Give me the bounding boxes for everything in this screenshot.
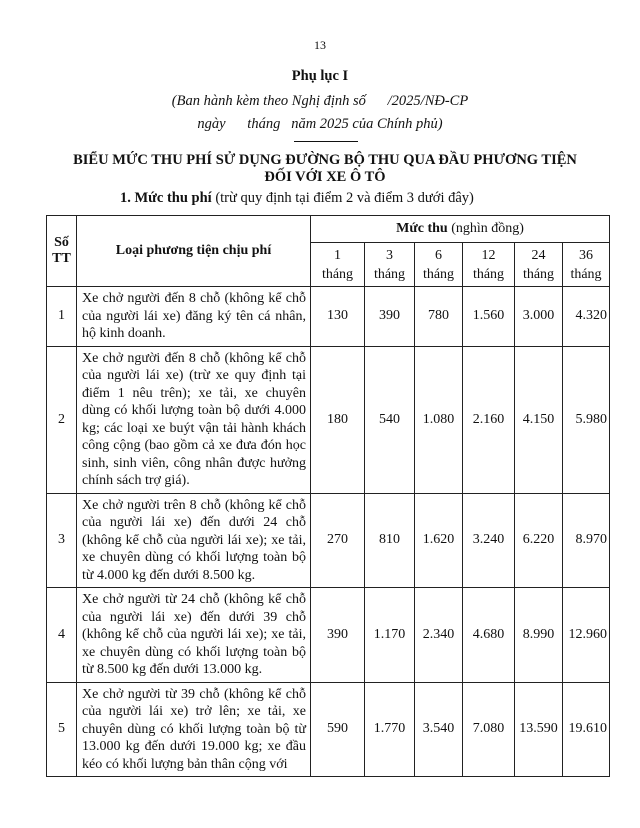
fee-value-24-months: 8.990 (515, 588, 563, 683)
appendix-title: Phụ lục I (291, 68, 349, 84)
table-row (47, 287, 610, 347)
title-divider (294, 141, 358, 142)
vehicle-type-description: Xe chở người đến 8 chỗ (không kể chỗ của người lái xe) đăng ký tên cá nhân, hộ kinh doanh. (77, 287, 311, 347)
fee-value-12-months: 3.240 (463, 493, 515, 588)
fee-value-36-months: 19.610 (563, 682, 610, 777)
vehicle-type-description: Xe chở người trên 8 chỗ (không kể chỗ của người lái xe) đến dưới 24 chỗ (không kể chỗ của người lái xe); xe tải, xe chuyên dùng có khối lượng toàn bộ từ 4.000 kg đến dưới 8.500 kg. (77, 493, 311, 588)
row-number: 2 (47, 346, 77, 493)
fee-value-6-months: 1.080 (415, 346, 463, 493)
fee-value-24-months: 6.220 (515, 493, 563, 588)
table-row (47, 682, 610, 777)
header-fee-label: Mức thu (396, 221, 448, 236)
period-unit: tháng (472, 266, 505, 282)
page-number: 13 (314, 38, 326, 52)
fee-value-12-months: 4.680 (463, 588, 515, 683)
fee-value-6-months: 1.620 (415, 493, 463, 588)
period-unit: tháng (422, 266, 455, 282)
fee-value-6-months: 780 (415, 287, 463, 347)
period-unit: tháng (522, 266, 555, 282)
fee-value-24-months: 4.150 (515, 346, 563, 493)
header-period-12-months (463, 243, 515, 287)
period-unit: tháng (570, 266, 602, 282)
header-period-36-months (563, 243, 610, 287)
fee-value-6-months: 3.540 (415, 682, 463, 777)
vehicle-type-description: Xe chở người đến 8 chỗ (không kể chỗ của người lái xe) (trừ xe quy định tại điểm 1 nêu trên); xe tải, xe chuyên dùng có khối lượng toàn bộ dưới 4.000 kg; các loại xe buýt vận tải hành khách công cộng (bao gồm cả xe đưa đón học sinh, sinh viên, công nhân được hưởng chính sách trợ giá). (77, 346, 311, 493)
period-number: 3 (386, 247, 393, 263)
period-unit: tháng (373, 266, 406, 282)
period-number: 12 (481, 247, 496, 263)
fee-value-24-months: 3.000 (515, 287, 563, 347)
header-period-1-months (311, 243, 365, 287)
fee-value-3-months: 390 (365, 287, 415, 347)
fee-value-24-months: 13.590 (515, 682, 563, 777)
row-number: 4 (47, 588, 77, 683)
period-number: 6 (435, 247, 442, 263)
period-number: 36 (579, 247, 593, 263)
vehicle-type-description: Xe chở người từ 39 chỗ (không kể chỗ của người lái xe) trở lên; xe tải, xe chuyên dùng có khối lượng toàn bộ từ 13.000 kg đến dưới 19.000 kg; xe đầu kéo có khối lượng bản thân cộng với (77, 682, 311, 777)
fee-value-36-months: 8.970 (563, 493, 610, 588)
fee-value-3-months: 540 (365, 346, 415, 493)
vehicle-type-description: Xe chở người từ 24 chỗ (không kể chỗ của người lái xe) đến dưới 39 chỗ (không kể chỗ của người lái xe); xe tải, xe chuyên dùng có khối lượng toàn bộ từ 8.500 kg đến dưới 13.000 kg. (77, 588, 311, 683)
header-period-6-months (415, 243, 463, 287)
fee-value-12-months: 2.160 (463, 346, 515, 493)
fee-value-1-months: 590 (311, 682, 365, 777)
table-row (47, 346, 610, 493)
row-number: 3 (47, 493, 77, 588)
fee-value-3-months: 1.770 (365, 682, 415, 777)
fee-value-1-months: 180 (311, 346, 365, 493)
table-row (47, 493, 610, 588)
fee-value-6-months: 2.340 (415, 588, 463, 683)
header-fee-unit: (nghìn đồng) (447, 221, 524, 236)
section-heading (120, 190, 474, 207)
document-title: BIỂU MỨC THU PHÍ SỬ DỤNG ĐƯỜNG BỘ THU QUA ĐẦU PHƯƠNG TIỆN ĐỐI VỚI XE Ô TÔ (73, 152, 577, 185)
fee-table (46, 215, 610, 777)
period-unit: tháng (321, 266, 354, 282)
fee-value-1-months: 270 (311, 493, 365, 588)
row-number: 5 (47, 682, 77, 777)
fee-value-36-months: 4.320 (563, 287, 610, 347)
fee-value-12-months: 1.560 (463, 287, 515, 347)
issued-by-line-2: ngày tháng năm 2025 của Chính phủ) (197, 116, 443, 132)
header-period-24-months (515, 243, 563, 287)
period-number: 1 (334, 247, 341, 263)
table-row (47, 588, 610, 683)
header-vehicle-type: Loại phương tiện chịu phí (77, 216, 311, 287)
header-fee-group (311, 216, 610, 243)
fee-value-3-months: 810 (365, 493, 415, 588)
issued-by-line-1: (Ban hành kèm theo Nghị định số /2025/NĐ-CP (171, 93, 469, 109)
fee-value-12-months: 7.080 (463, 682, 515, 777)
header-stt: Số TT (47, 216, 77, 287)
fee-value-1-months: 130 (311, 287, 365, 347)
fee-value-36-months: 5.980 (563, 346, 610, 493)
fee-value-1-months: 390 (311, 588, 365, 683)
header-period-3-months (365, 243, 415, 287)
section-heading-note: (trừ quy định tại điểm 2 và điểm 3 dưới đây) (211, 190, 474, 206)
period-number: 24 (531, 247, 546, 263)
row-number: 1 (47, 287, 77, 347)
fee-value-3-months: 1.170 (365, 588, 415, 683)
fee-value-36-months: 12.960 (563, 588, 610, 683)
section-heading-label: 1. Mức thu phí (120, 190, 212, 206)
